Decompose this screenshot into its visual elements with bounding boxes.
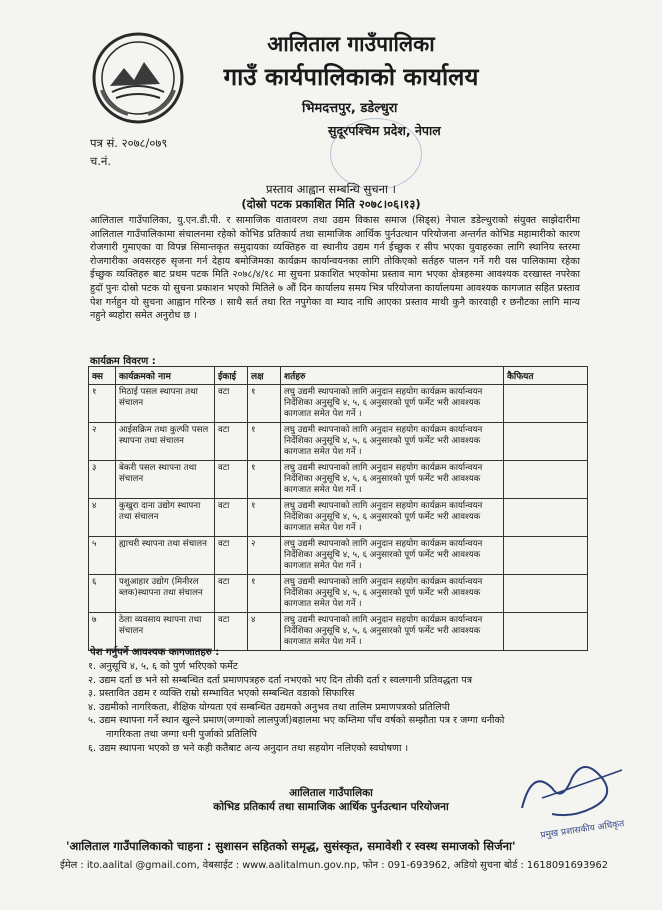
- list-item: नागरिकता तथा जग्गा धनी पुर्जाको प्रतिलिपि: [106, 728, 257, 740]
- documents-list: [88, 660, 588, 755]
- cell-remark: [504, 575, 588, 613]
- cell-sn: ४: [89, 499, 116, 537]
- signer-title: प्रमुख प्रशासकीय अधिकृत: [539, 819, 625, 841]
- cell-unit: वटा: [215, 461, 248, 499]
- col-condition: शर्तहरु: [281, 367, 504, 385]
- cell-condition: लघु उद्यमी स्थापनाको लागि अनुदान सहयोग कार्यक्रम कार्यान्वयन निर्देशिका अनुसूचि ४, ५, ६ अनुसारको पूर्ण फर्मेट भरी आवश्यक कागजात समेत पेश गर्ने ।: [281, 575, 504, 613]
- cell-name: पशुआहार उद्योग (मिनीरल ब्लक)स्थापना तथा संचालन: [116, 575, 215, 613]
- program-heading: कार्यक्रम विवरण :: [90, 356, 156, 367]
- cell-sn: ७: [89, 613, 116, 651]
- table-row: [89, 461, 588, 499]
- cell-unit: वटा: [215, 537, 248, 575]
- office-name: गाउँ कार्यपालिकाको कार्यालय: [223, 63, 479, 91]
- cell-name: ह्याचरी स्थापना तथा संचालन: [116, 537, 215, 575]
- cell-name: आईसक्रिम तथा कुल्फी पसल स्थापना तथा संचालन: [116, 423, 215, 461]
- cell-target: २: [248, 537, 281, 575]
- table-row: [89, 499, 588, 537]
- footer-org: आलिताल गाउँपालिका: [289, 787, 373, 799]
- col-remark: कैफियत: [504, 367, 588, 385]
- cell-name: ठेला व्यवसाय स्थापना तथा संचालन: [116, 613, 215, 651]
- cell-sn: २: [89, 423, 116, 461]
- table-row: [89, 537, 588, 575]
- office-address: भिमदत्तपुर, डडेल्धुरा: [302, 101, 398, 116]
- table-row: [89, 385, 588, 423]
- cell-sn: १: [89, 385, 116, 423]
- subject-subtitle: (दोस्रो पटक प्रकाशित मिति २०७८।०६।१३): [241, 197, 421, 211]
- cell-sn: ३: [89, 461, 116, 499]
- footer-contact: ईमेल : ito.aalital @gmail.com, वेबसाईट : www.aalitalmun.gov.np, फोन : 091-693962, अडियो सुचना बोर्ड : 1618091693962: [60, 860, 608, 871]
- cell-unit: वटा: [215, 575, 248, 613]
- subject-title: प्रस्ताव आह्वान सम्बन्धि सुचना ।: [266, 182, 396, 196]
- cell-remark: [504, 385, 588, 423]
- list-item: १. अनुसूचि ४, ५, ६ को पुर्ण भरिएको फर्मेट: [88, 661, 238, 672]
- list-item: २. उद्यम दर्ता छ भने सो सम्बन्धित दर्ता प्रमाणपत्रहरु दर्ता नभएको भए दिन तोकी दर्ता र स्वलगानी प्रतिवद्धता पत्र: [88, 674, 472, 686]
- col-sn: क्स: [89, 367, 116, 385]
- cell-condition: लघु उद्यमी स्थापनाको लागि अनुदान सहयोग कार्यक्रम कार्यान्वयन निर्देशिका अनुसूचि ४, ५, ६ अनुसारको पूर्ण फर्मेट भरी आवश्यक कागजात समेत पेश गर्ने ।: [281, 499, 504, 537]
- list-item: ४. उद्यमीको नागरिकता, शैक्षिक योग्यता एवं सम्बन्धित उद्यमको अनुभव तथा तालिम प्रमाणपत्रको प्रतिलिपी: [88, 701, 450, 713]
- footer-slogan: 'आलिताल गाउँपालिकाको चाहना : सुशासन सहितको समृद्ध, सुसंस्कृत, समावेशी र स्वस्थ समाजको सिर्जना': [66, 839, 516, 853]
- table-row: [89, 423, 588, 461]
- cell-condition: लघु उद्यमी स्थापनाको लागि अनुदान सहयोग कार्यक्रम कार्यान्वयन निर्देशिका अनुसूचि ४, ५, ६ अनुसारको पूर्ण फर्मेट भरी आवश्यक कागजात समेत पेश गर्ने ।: [281, 423, 504, 461]
- cell-condition: लघु उद्यमी स्थापनाको लागि अनुदान सहयोग कार्यक्रम कार्यान्वयन निर्देशिका अनुसूचि ४, ५, ६ अनुसारको पूर्ण फर्मेट भरी आवश्यक कागजात समेत पेश गर्ने ।: [281, 537, 504, 575]
- signature-icon: [512, 748, 632, 858]
- cell-remark: [504, 423, 588, 461]
- cell-target: ४: [248, 613, 281, 651]
- footer-project: कोभिड प्रतिकार्य तथा सामाजिक आर्थिक पुर्नउत्थान परियोजना: [213, 801, 449, 813]
- cell-name: कुखुरा दाना उद्योग स्थापना तथा संचालन: [116, 499, 215, 537]
- table-row: [89, 575, 588, 613]
- letter-number: पत्र सं. २०७८/०७९: [90, 136, 168, 150]
- cell-condition: लघु उद्यमी स्थापनाको लागि अनुदान सहयोग कार्यक्रम कार्यान्वयन निर्देशिका अनुसूचि ४, ५, ६ अनुसारको पूर्ण फर्मेट भरी आवश्यक कागजात समेत पेश गर्ने ।: [281, 385, 504, 423]
- cell-target: १: [248, 423, 281, 461]
- cell-unit: वटा: [215, 613, 248, 651]
- cell-unit: वटा: [215, 499, 248, 537]
- list-item: ६. उद्यम स्थापना भएको छ भने कही कतैबाट अन्य अनुदान तथा सहयोग नलिएको स्वघोषणा ।: [88, 742, 409, 754]
- program-table: [88, 366, 588, 651]
- cell-target: १: [248, 385, 281, 423]
- office-province: सुदूरपश्चिम प्रदेश, नेपाल: [328, 123, 441, 138]
- office-stamp: [330, 118, 422, 190]
- documents-heading: पेश गर्नुपर्ने आवश्यक कागजातहरु :: [90, 647, 220, 658]
- org-name: आलिताल गाउँपालिका: [267, 32, 435, 56]
- cell-name: मिठाई पसल स्थापना तथा संचालन: [116, 385, 215, 423]
- cell-target: १: [248, 461, 281, 499]
- cell-remark: [504, 461, 588, 499]
- col-name: कार्यक्रमको नाम: [116, 367, 215, 385]
- cell-condition: लघु उद्यमी स्थापनाको लागि अनुदान सहयोग कार्यक्रम कार्यान्वयन निर्देशिका अनुसूचि ४, ५, ६ अनुसारको पूर्ण फर्मेट भरी आवश्यक कागजात समेत पेश गर्ने ।: [281, 461, 504, 499]
- cell-condition: लघु उद्यमी स्थापनाको लागि अनुदान सहयोग कार्यक्रम कार्यान्वयन निर्देशिका अनुसूचि ४, ५, ६ अनुसारको पूर्ण फर्मेट भरी आवश्यक कागजात समेत पेश गर्ने ।: [281, 613, 504, 651]
- table-header-row: [89, 367, 588, 385]
- cell-sn: ६: [89, 575, 116, 613]
- list-item: ३. प्रस्तावित उद्यम र व्यक्ति राम्रो सम्भावित भएको सम्बन्धित वडाको सिफारिस: [88, 688, 355, 700]
- notice-body: आलिताल गाउँपालिका, यु.एन.डी.पी. र सामाजिक वातावरण तथा उद्यम विकास समाज (सिड्स) नेपाल डडेल्धुराको संयुक्त साझेदारीमा आलिताल गाउँपालिकामा संचालनमा रहेको कोभिड प्रतिकार्य तथा सामाजिक आर्थिक पुर्नउत्थान परियोजना अन्तर्गत कोभिड महामारीको कारण रोजगारी गुमाएका वा विपन्न सिमान्तकृत समुदायका व्यक्तिहरु वा स्थानीय उद्यम गर्न ईच्छुक र सीप भएका युवाहरुका लागि स्थानिय स्तरमा रोजगारीका अवसरहरु सृजना गर्न देहाय बमोजिमका कार्यक्रम कार्यान्वयनका लागि तोकिएको सर्तहरु पालन गर्ने गरी यस पालिकामा रहेका ईच्छुक व्यक्तिहरु बाट प्रथम पटक मिति २०७८/४/१८ मा सुचना प्रकाशित भएकोमा प्रस्ताव माग भएका क्षेत्रहरुमा आवश्यक दरखास्त नपरेका हुदॉ पुनः दोस्रो पटक यो सुचना प्रकाशन भएको मितिले ७ औं दिन कार्यालय समय भित्र परियोजना कार्यालयमा आवश्यक कागजात सहित प्रस्ताव पेश गर्नहुन यो सुचना आह्वान गरिन्छ । साथै सर्त तथा रित नपुगेका वा म्याद नाघि आएका प्रस्ताव माथी कुनै कारवाही र छनौटका लागि मान्य नहुने ब्यहोरा समेत अनुरोध छ ।: [90, 215, 580, 322]
- cell-remark: [504, 499, 588, 537]
- cell-unit: वटा: [215, 385, 248, 423]
- cell-remark: [504, 613, 588, 651]
- cell-sn: ५: [89, 537, 116, 575]
- col-target: लक्ष: [248, 367, 281, 385]
- col-unit: ईकाई: [215, 367, 248, 385]
- cell-target: १: [248, 575, 281, 613]
- cell-name: बेकरी पसल स्थापना तथा संचालन: [116, 461, 215, 499]
- cell-unit: वटा: [215, 423, 248, 461]
- cell-target: १: [248, 499, 281, 537]
- dispatch-number: च.नं.: [90, 154, 111, 168]
- cell-remark: [504, 537, 588, 575]
- list-item: ५. उद्यम स्थापना गर्ने स्थान खुल्ने प्रमाण(जग्गाको लालपुर्जा)बहालमा भए कम्तिमा पाँच वर्षको सम्झौता पत्र र जग्गा धनीको: [88, 715, 505, 727]
